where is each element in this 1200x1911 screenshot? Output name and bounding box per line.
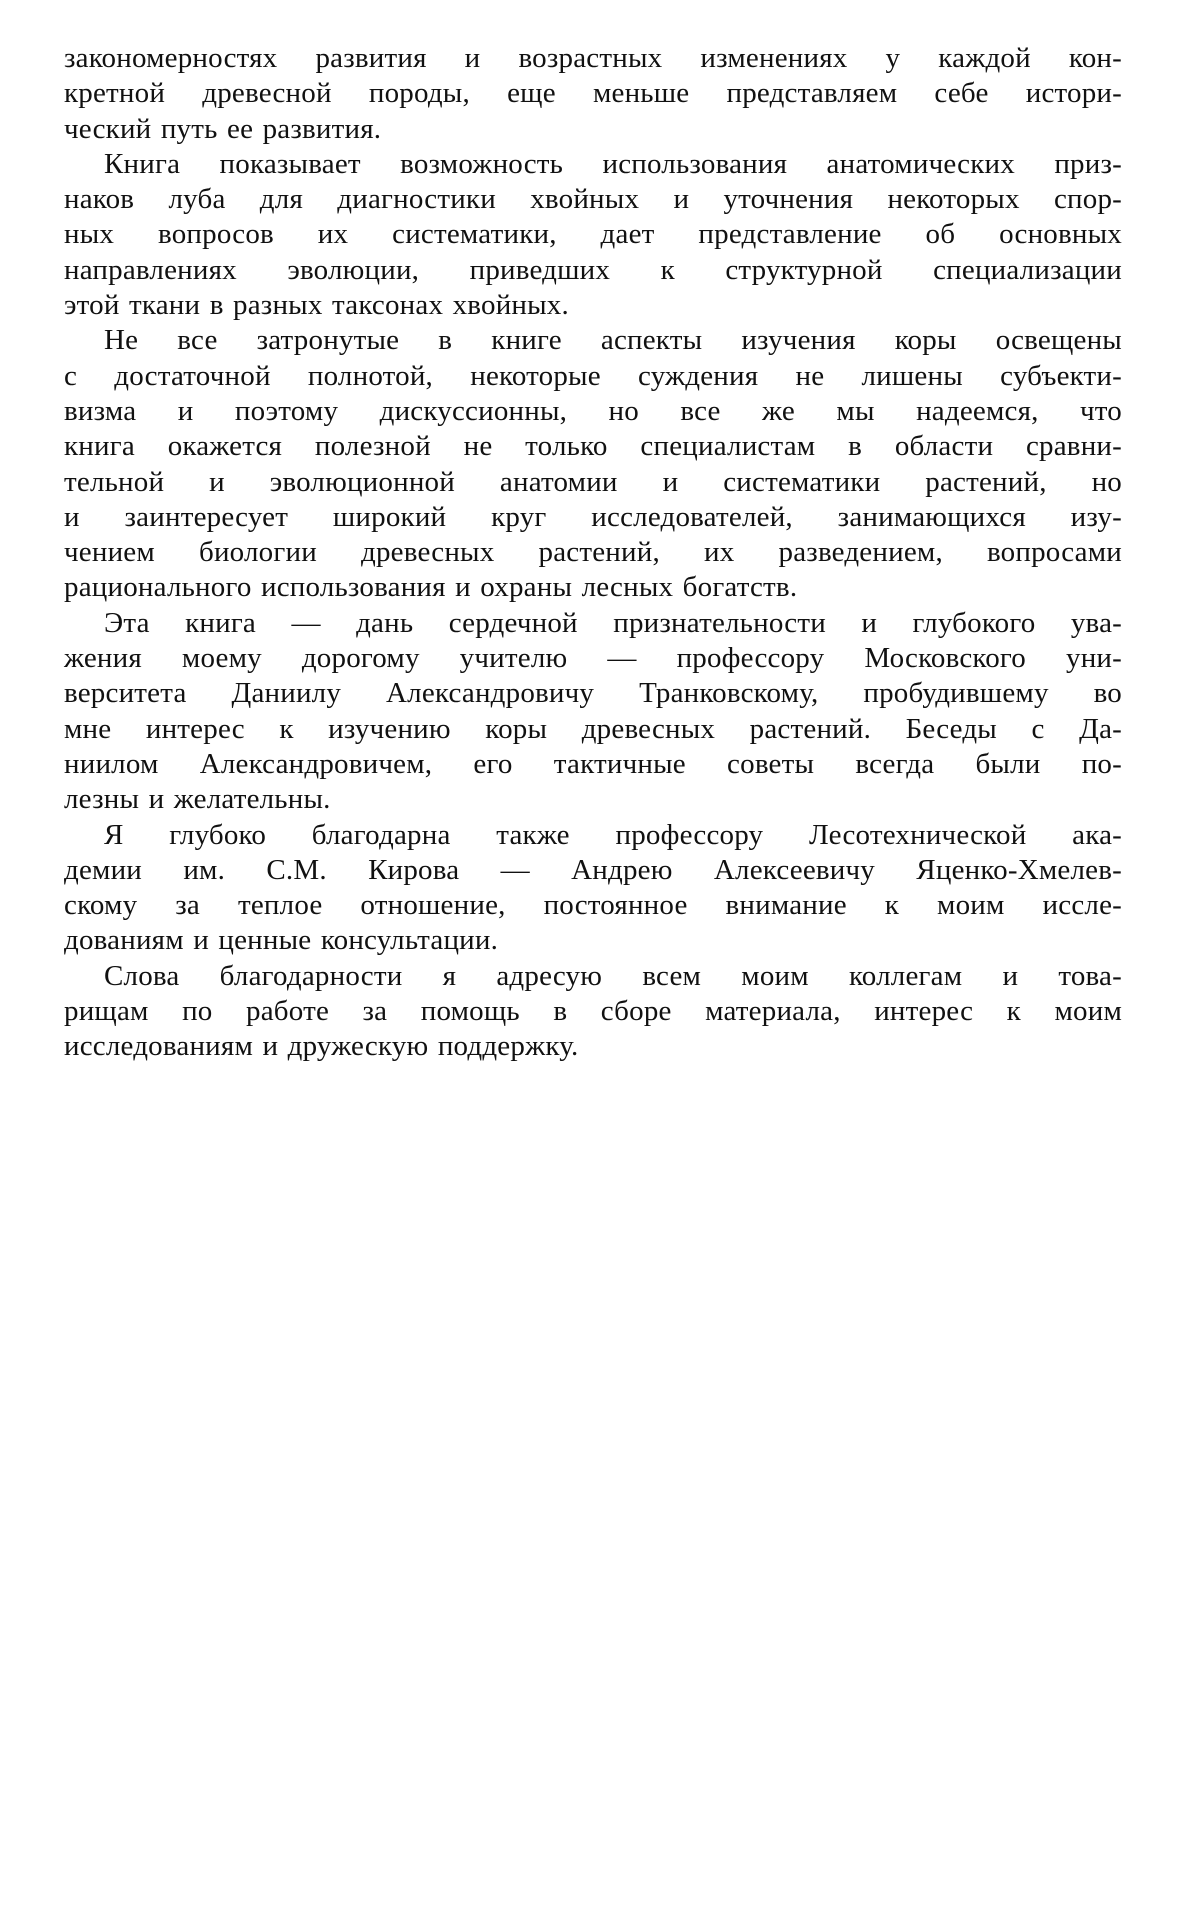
text-line: Слова благодарности я адресую всем моим коллегам и това-: [104, 959, 1122, 992]
text-line: ниилом Александровичем, его тактичные советы всегда были по-: [64, 747, 1122, 780]
text-line: Не все затронутые в книге аспекты изучения коры освещены: [104, 324, 1122, 357]
text-line: кретной древесной породы, еще меньше представляем себе истори-: [64, 77, 1122, 110]
text-line: закономерностях развития и возрастных изменениях у каждой кон-: [64, 42, 1122, 74]
text-line: верситета Даниилу Александровичу Транковскому, пробудившему во: [64, 677, 1122, 710]
text-line: этой ткани в разных таксонах хвойных.: [64, 289, 569, 322]
text-line: лезны и желательны.: [64, 783, 331, 816]
text-line: рационального использования и охраны лесных богатств.: [64, 571, 798, 604]
text-line: наков луба для диагностики хвойных и уточнения некоторых спор-: [64, 183, 1122, 216]
text-line: исследованиям и дружескую поддержку.: [64, 1030, 579, 1063]
text-line: жения моему дорогому учителю — профессору Московского уни-: [64, 642, 1122, 675]
text-line: рищам по работе за помощь в сборе материала, интерес к моим: [64, 995, 1122, 1028]
text-line: тельной и эволюционной анатомии и систематики растений, но: [64, 465, 1122, 498]
text-line: демии им. С.М. Кирова — Андрею Алексеевичу Яценко-Хмелев-: [64, 853, 1122, 886]
paragraph: [64, 41, 1122, 147]
text-line: дованиям и ценные консультации.: [64, 924, 499, 957]
text-line: направлениях эволюции, приведших к структурной специализации: [64, 253, 1122, 286]
paragraph: [64, 606, 1122, 818]
text-line: Я глубоко благодарна также профессору Лесотехнической ака-: [104, 818, 1122, 851]
text-line: чением биологии древесных растений, их разведением, вопросами: [64, 536, 1122, 569]
text-line: с достаточной полнотой, некоторые суждения не лишены субъекти-: [64, 359, 1122, 392]
text-line: ческий путь ее развития.: [64, 112, 382, 145]
paragraph: [64, 323, 1122, 605]
text-line: визма и поэтому дискуссионны, но все же мы надеемся, что: [64, 394, 1122, 427]
text-line: скому за теплое отношение, постоянное внимание к моим иссле-: [64, 889, 1122, 922]
paragraph: [64, 147, 1122, 323]
paragraph: [64, 818, 1122, 959]
text-line: Книга показывает возможность использования анатомических приз-: [104, 147, 1122, 180]
text-line: мне интерес к изучению коры древесных растений. Беседы с Да-: [64, 712, 1122, 745]
paragraph: [64, 959, 1122, 1065]
text-line: книга окажется полезной не только специалистам в области сравни-: [64, 430, 1122, 463]
text-line: и заинтересует широкий круг исследователей, занимающихся изу-: [64, 500, 1122, 533]
text-line: Эта книга — дань сердечной признательности и глубокого ува-: [104, 606, 1122, 639]
body-text: [64, 41, 1122, 1065]
text-line: ных вопросов их систематики, дает представление об основных: [64, 218, 1122, 251]
